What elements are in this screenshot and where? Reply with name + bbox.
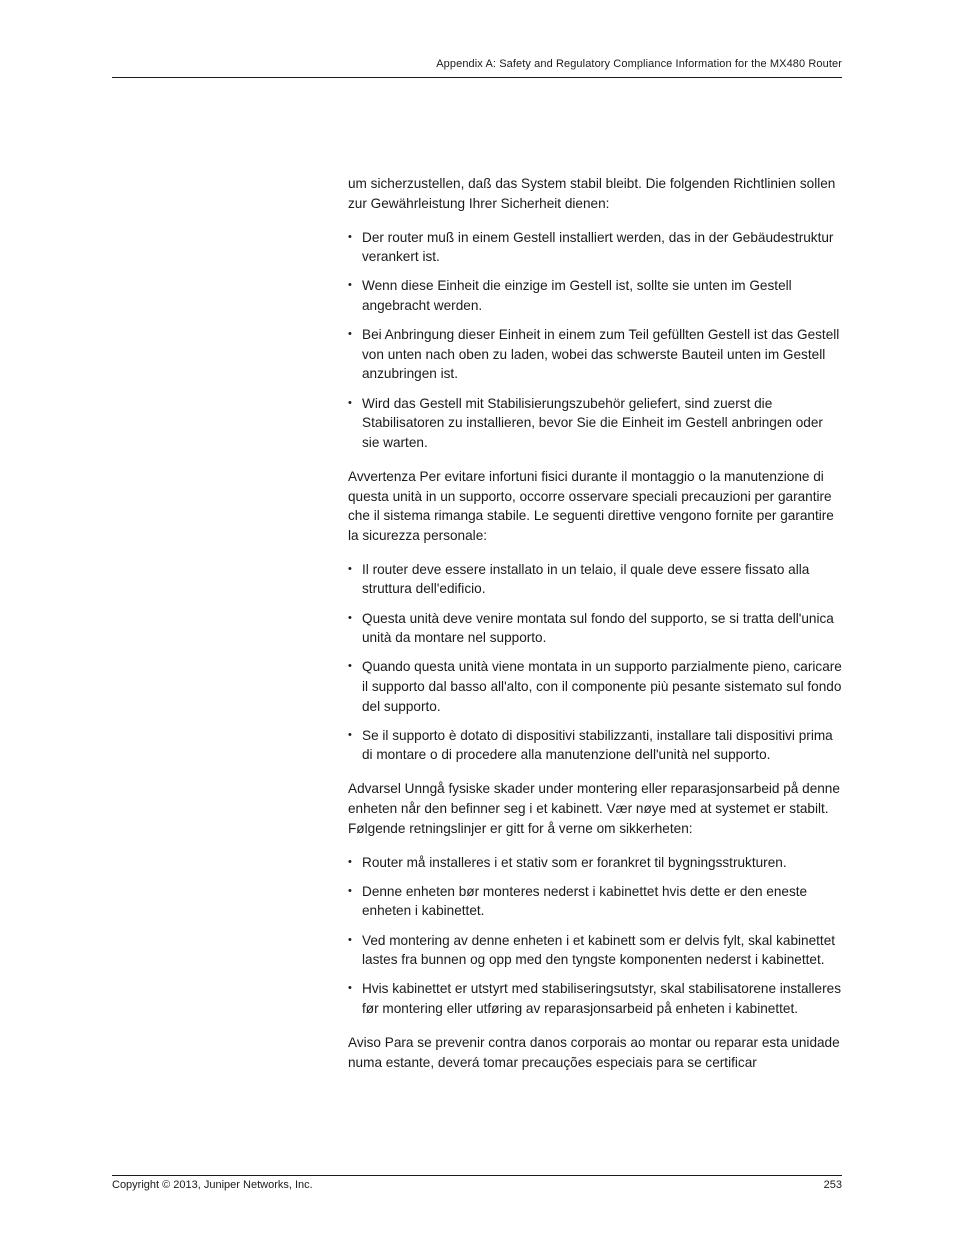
italian-guidelines-list bbox=[348, 560, 844, 765]
list-item: • Se il supporto è dotato di dispositivi stabilizzanti, installare tali dispositivi prima di montare o di procedere alla manutenzione dell'unità nel supporto. bbox=[348, 726, 844, 765]
list-item: • Der router muß in einem Gestell installiert werden, das in der Gebäudestruktur verankert ist. bbox=[348, 228, 844, 267]
italian-warning bbox=[348, 467, 844, 545]
page-footer bbox=[112, 1175, 842, 1191]
list-item: • Il router deve essere installato in un telaio, il quale deve essere fissato alla struttura dell'edificio. bbox=[348, 560, 844, 599]
list-item: • Hvis kabinettet er utstyrt med stabiliseringsutstyr, skal stabilisatorene installeres før montering eller utføring av reparasjonsarbeid på enheten i kabinettet. bbox=[348, 979, 844, 1018]
italian-warning-label: Avvertenza bbox=[348, 468, 416, 484]
page-number: 253 bbox=[823, 1179, 842, 1191]
footer-copyright: Copyright © 2013, Juniper Networks, Inc. bbox=[112, 1179, 313, 1191]
list-item: • Quando questa unità viene montata in un supporto parzialmente pieno, caricare il supporto dal basso all'alto, con il componente più pesante sistemato sul fondo del supporto. bbox=[348, 657, 844, 716]
list-item: • Bei Anbringung dieser Einheit in einem zum Teil gefüllten Gestell ist das Gestell von unten nach oben zu laden, wobei das schwerste Bauteil unten im Gestell anzubringen ist. bbox=[348, 325, 844, 384]
german-guidelines-list bbox=[348, 228, 844, 453]
norwegian-warning bbox=[348, 779, 844, 838]
norwegian-guidelines-list bbox=[348, 853, 844, 1019]
page-header bbox=[112, 57, 842, 78]
list-item: • Router må installeres i et stativ som er forankret til bygningsstrukturen. bbox=[348, 853, 844, 873]
header-title: Appendix A: Safety and Regulatory Compliance Information for the MX480 Router bbox=[436, 58, 842, 70]
portuguese-warning bbox=[348, 1033, 844, 1072]
norwegian-warning-label: Advarsel bbox=[348, 781, 401, 797]
german-intro: um sicherzustellen, daß das System stabil bleibt. Die folgenden Richtlinien sollen zur Gewährleistung Ihrer Sicherheit dienen: bbox=[348, 176, 836, 211]
list-item: • Wenn diese Einheit die einzige im Gestell ist, sollte sie unten im Gestell angebracht werden. bbox=[348, 276, 844, 315]
portuguese-warning-label: Aviso bbox=[348, 1035, 381, 1051]
list-item: • Questa unità deve venire montata sul fondo del supporto, se si tratta dell'unica unità da montare nel supporto. bbox=[348, 609, 844, 648]
list-item: • Wird das Gestell mit Stabilisierungszubehör geliefert, sind zuerst die Stabilisatoren zu installieren, bevor Sie die Einheit im Gestell anbringen oder sie warten. bbox=[348, 394, 844, 453]
norwegian-warning-text: Unngå fysiske skader under montering eller reparasjonsarbeid på denne enheten når den befinner seg i et kabinett. Vær nøye med at systemet er stabilt. Følgende retningslinjer er gitt for å verne om sikkerheten: bbox=[348, 781, 840, 836]
italian-warning-text: Per evitare infortuni fisici durante il montaggio o la manutenzione di questa unità in un supporto, occorre osservare speciali precauzioni per garantire che il sistema rimanga stabile. Le seguenti direttive vengono fornite per garantire la sicurezza personale: bbox=[348, 468, 834, 543]
page-content bbox=[348, 174, 844, 1087]
list-item: • Denne enheten bør monteres nederst i kabinettet hvis dette er den eneste enheten i kabinettet. bbox=[348, 882, 844, 921]
portuguese-warning-text: Para se prevenir contra danos corporais ao montar ou reparar esta unidade numa estante, deverá tomar precauções especiais para se certificar bbox=[348, 1035, 840, 1070]
list-item: • Ved montering av denne enheten i et kabinett som er delvis fylt, skal kabinettet lastes fra bunnen og opp med den tyngste komponenten nederst i kabinettet. bbox=[348, 931, 844, 970]
